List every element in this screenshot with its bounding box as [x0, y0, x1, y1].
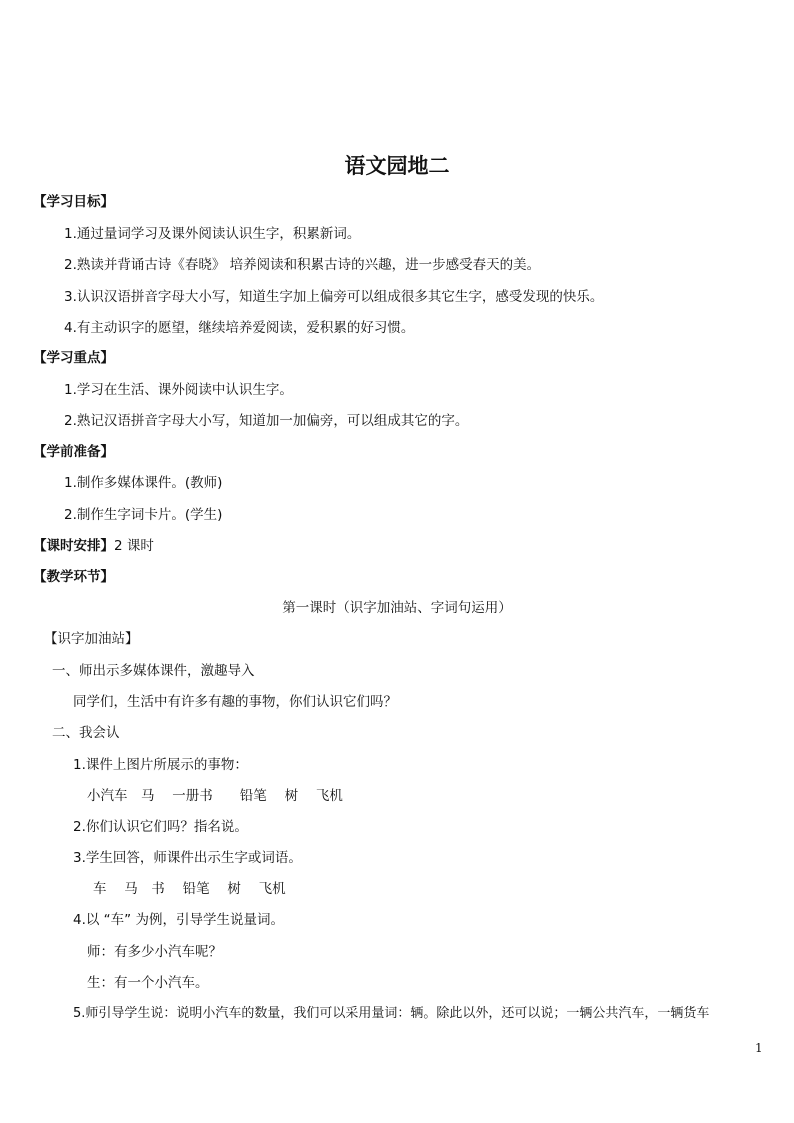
page-title: 语文园地二: [344, 153, 450, 178]
focus-item: 1.学习在生活、课外阅读中认识生字。: [64, 382, 293, 398]
dialogue-line: 师：有多少小汽车呢？: [87, 944, 222, 960]
section-goals: 【学习目标】: [33, 194, 114, 210]
list-item: 2.你们认识它们吗？指名说。: [73, 819, 248, 835]
goal-item: 1.通过量词学习及课外阅读认识生字，积累新词。: [64, 226, 361, 242]
station-heading: 【识字加油站】: [44, 631, 139, 647]
list-item: 3.学生回答，师课件出示生字或词语。: [73, 850, 302, 866]
word-list: 小汽车 马 一册书 铅笔 树 飞机: [87, 788, 343, 804]
page-number: 1: [755, 1041, 763, 1055]
list-item: 5.师引导学生说：说明小汽车的数量，我们可以采用量词：辆。除此以外，还可以说；一辆公共汽车，一辆货车: [73, 1006, 710, 1021]
step-heading: 二、我会认: [52, 725, 120, 741]
section-prep: 【学前准备】: [33, 444, 114, 460]
goal-item: 3.认识汉语拼音字母大小写，知道生字加上偏旁可以组成很多其它生字，感受发现的快乐。: [64, 289, 604, 305]
list-item: 4.以 “车” 为例，引导学生说量词。: [73, 912, 284, 928]
dialogue-line: 生：有一个小汽车。: [87, 975, 209, 991]
section-schedule: 【课时安排】: [33, 538, 114, 554]
schedule-row: [33, 537, 154, 555]
goal-item: 4.有主动识字的愿望，继续培养爱阅读，爱积累的好习惯。: [64, 320, 415, 336]
section-focus: 【学习重点】: [33, 350, 114, 366]
word-list: 车 马 书 铅笔 树 飞机: [93, 881, 286, 897]
prep-item: 2.制作生字词卡片。(学生): [64, 507, 223, 523]
section-process: 【教学环节】: [33, 569, 114, 585]
focus-item: 2.熟记汉语拼音字母大小写，知道加一加偏旁，可以组成其它的字。: [64, 413, 469, 429]
goal-item: 2.熟读并背诵古诗《春晓》 培养阅读和积累古诗的兴趣，进一步感受春天的美。: [64, 257, 541, 273]
prep-item: 1.制作多媒体课件。(教师): [64, 475, 223, 491]
schedule-value: 2 课时: [114, 538, 154, 554]
lesson-heading: 第一课时（识字加油站、字词句运用）: [282, 600, 512, 616]
step-heading: 一、师出示多媒体课件，激趣导入: [52, 663, 255, 679]
paragraph: 同学们，生活中有许多有趣的事物，你们认识它们吗？: [73, 694, 397, 710]
list-item: 1.课件上图片所展示的事物：: [73, 757, 248, 773]
